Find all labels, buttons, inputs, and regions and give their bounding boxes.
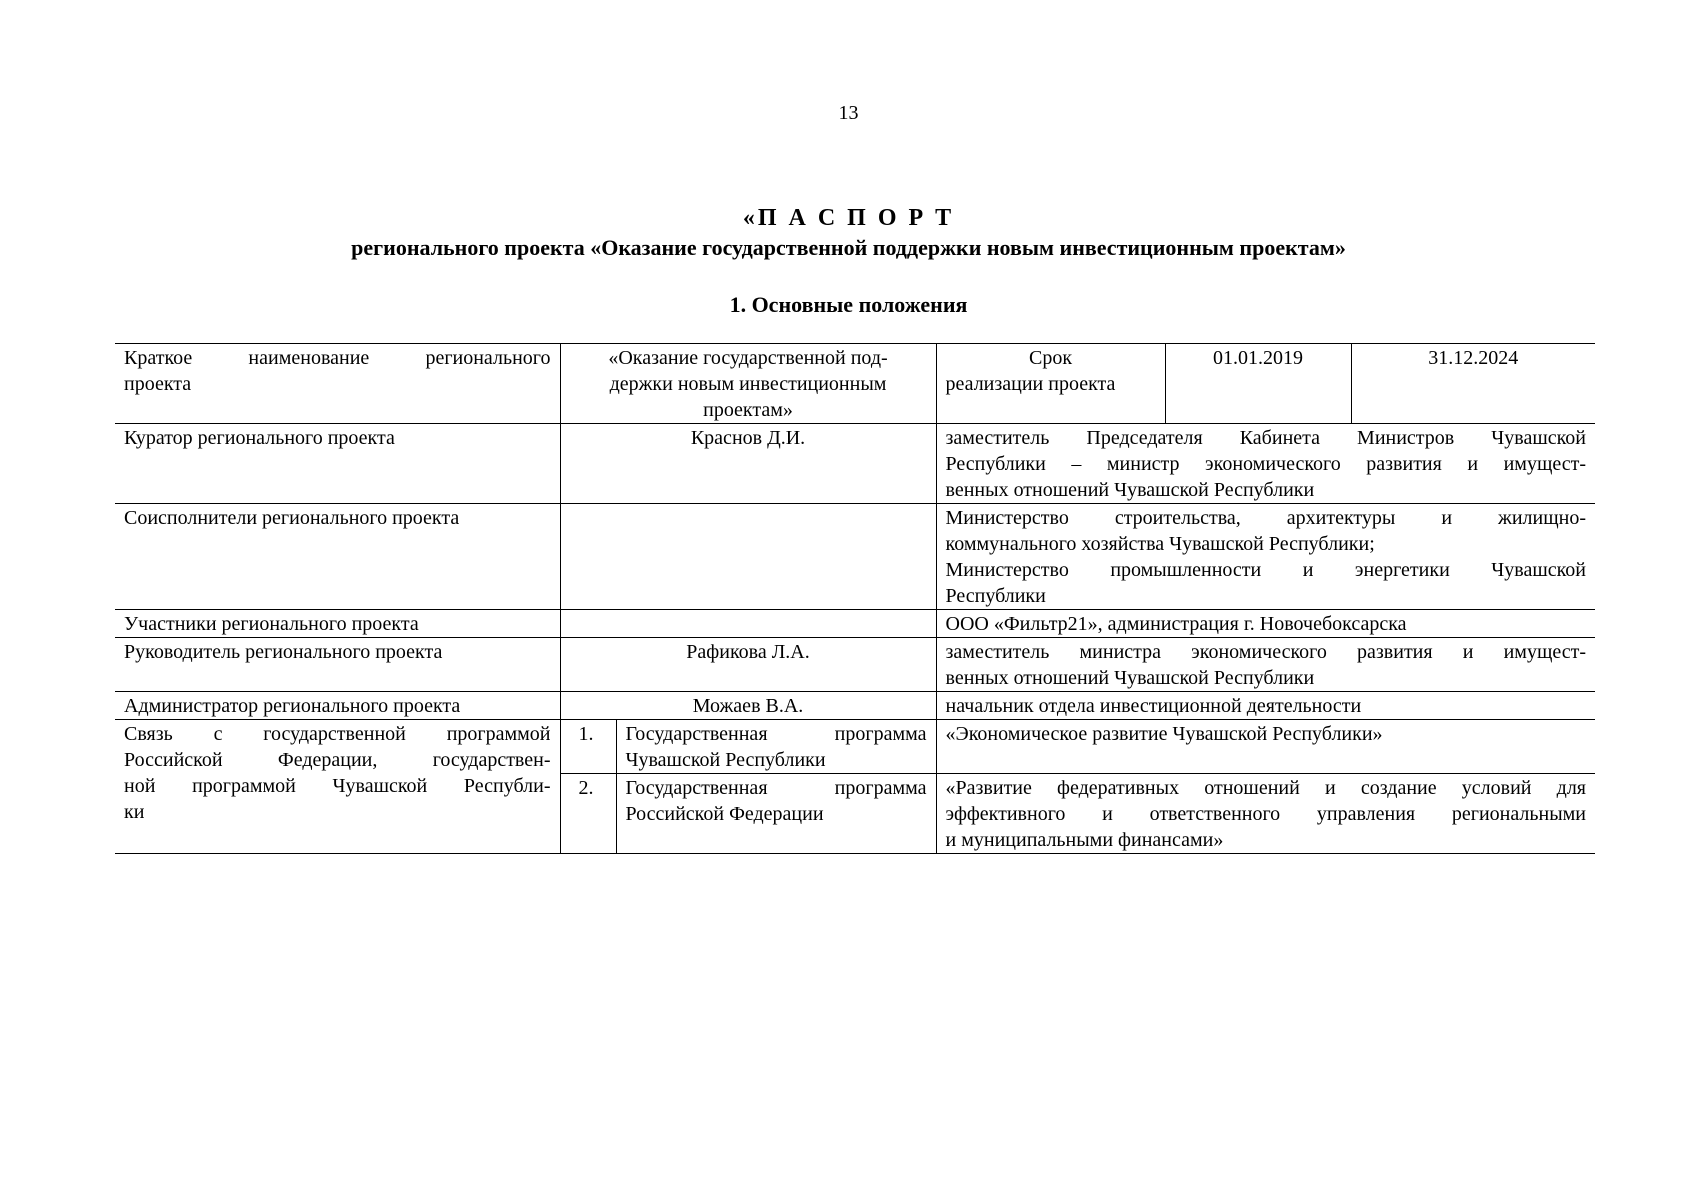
co-executors-line4: Республики — [945, 585, 1046, 607]
start-date: 01.01.2019 — [1165, 344, 1351, 424]
curator-name: Краснов Д.И. — [560, 424, 936, 504]
co-executors-value — [936, 504, 1595, 610]
program-type — [616, 774, 936, 854]
co-executors-line2: коммунального хозяйства Чувашской Республики; — [945, 533, 1375, 555]
program-type-line2: Российской Федерации — [625, 803, 824, 825]
program-link-label-line2: Российской Федерации, государствен- — [124, 749, 551, 771]
program-name-line2: эффективного и ответственного управления региональными — [945, 803, 1587, 825]
row-head — [115, 638, 1595, 692]
curator-position-line1: заместитель Председателя Кабинета Министров Чувашской — [945, 427, 1587, 449]
co-executors-empty — [560, 504, 936, 610]
co-executors-line1: Министерство строительства, архитектуры и жилищно- — [945, 507, 1587, 529]
head-position-line1: заместитель министра экономического развития и имущест- — [945, 641, 1587, 663]
curator-position-line3: венных отношений Чувашской Республики — [945, 479, 1315, 501]
document-title: «П А С П О Р Т — [742, 205, 955, 231]
participants-empty — [560, 610, 936, 638]
co-executors-line3: Министерство промышленности и энергетики Чувашской — [945, 559, 1587, 581]
short-name-label-line2: проекта — [124, 373, 192, 395]
short-name-label-line1: Краткое наименование регионального — [124, 347, 551, 369]
row-co-executors — [115, 504, 1595, 610]
document-subtitle: регионального проекта «Оказание государственной поддержки новым инвестиционным проектам» — [351, 235, 1346, 260]
curator-position-line2: Республики – министр экономического развития и имущест- — [945, 453, 1587, 475]
short-name-value-line3: проектам» — [703, 399, 793, 421]
administrator-position: начальник отдела инвестиционной деятельности — [936, 692, 1595, 720]
row-curator — [115, 424, 1595, 504]
short-name-label — [115, 344, 560, 424]
curator-position — [936, 424, 1595, 504]
passport-table — [115, 343, 1595, 854]
term-label-line2: реализации проекта — [945, 373, 1116, 395]
program-number: 2. — [560, 774, 616, 854]
program-type-line1: Государственная программа — [625, 777, 927, 799]
program-name-line3: и муниципальными финансами» — [945, 829, 1224, 851]
participants-value: ООО «Фильтр21», администрация г. Новочебоксарска — [936, 610, 1595, 638]
curator-label: Куратор регионального проекта — [124, 427, 395, 449]
program-link-label-line1: Связь с государственной программой — [124, 723, 551, 745]
program-link-label — [115, 720, 560, 854]
head-position — [936, 638, 1595, 692]
participants-label: Участники регионального проекта — [124, 613, 419, 635]
short-name-value-line1: «Оказание государственной под- — [608, 347, 888, 369]
administrator-name: Можаев В.А. — [560, 692, 936, 720]
program-type-line2: Чувашской Республики — [625, 749, 826, 771]
head-position-line2: венных отношений Чувашской Республики — [945, 667, 1315, 689]
row-participants — [115, 610, 1595, 638]
page-number: 13 — [838, 102, 859, 124]
program-name-line1: «Развитие федеративных отношений и создание условий для — [945, 777, 1587, 799]
section-heading: 1. Основные положения — [729, 292, 968, 317]
end-date: 31.12.2024 — [1351, 344, 1595, 424]
short-name-value-line2: держки новым инвестиционным — [609, 373, 887, 395]
term-label — [936, 344, 1165, 424]
program-name-line1: «Экономическое развитие Чувашской Республики» — [945, 723, 1383, 745]
program-type-line1: Государственная программа — [625, 723, 927, 745]
row-short-name — [115, 344, 1595, 424]
row-program-link-1 — [115, 720, 1595, 774]
term-label-line1: Срок — [1028, 347, 1073, 369]
program-link-label-line3: ной программой Чувашской Республи- — [124, 775, 551, 797]
short-name-value — [560, 344, 936, 424]
head-name: Рафикова Л.А. — [560, 638, 936, 692]
co-executors-label: Соисполнители регионального проекта — [124, 507, 460, 529]
program-name — [936, 774, 1595, 854]
program-link-label-line4: ки — [124, 801, 145, 823]
program-name — [936, 720, 1595, 774]
administrator-label: Администратор регионального проекта — [124, 695, 461, 717]
head-label: Руководитель регионального проекта — [124, 641, 443, 663]
row-administrator — [115, 692, 1595, 720]
program-type — [616, 720, 936, 774]
program-number: 1. — [560, 720, 616, 774]
